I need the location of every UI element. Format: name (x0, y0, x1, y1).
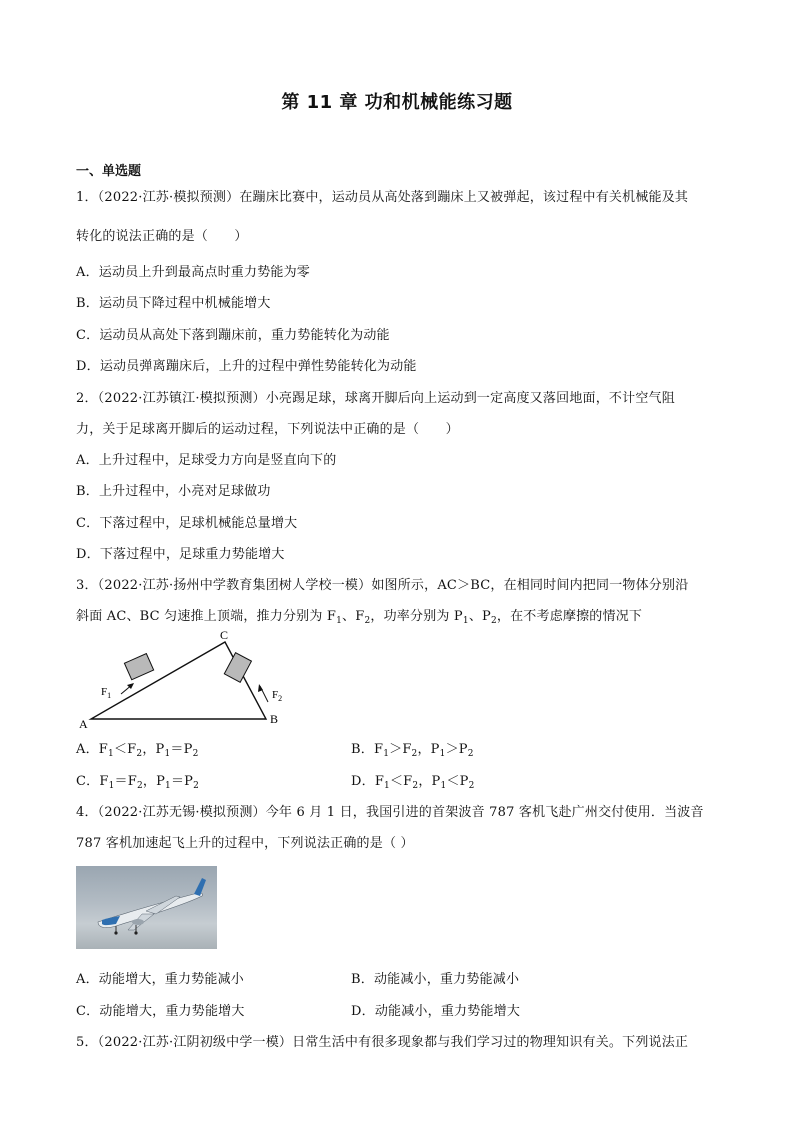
q3-sub: 1 (336, 616, 343, 626)
q1-option-d: D．运动员弹离蹦床后，上升的过程中弹性势能转化为动能 (76, 359, 417, 374)
q1-stem-line1: 1．（2022·江苏·模拟预测）在蹦床比赛中，运动员从高处落到蹦床上又被弹起，该过程中有关机械能及其 (76, 190, 689, 205)
q3-sub: 2 (490, 616, 497, 626)
force-f2-label: $F_2$ (272, 689, 283, 703)
q3-stem-text-d: 、P (468, 609, 491, 624)
q3-stem-line2 (76, 605, 642, 624)
q3-option-a: A．$F_1<F_2$，$P_1=P_2$ (76, 742, 199, 759)
q1-stem-line2: 转化的说法正确的是（ ） (76, 229, 248, 244)
airplane-photo (76, 866, 217, 949)
q5-stem-line1: 5．（2022·江苏·江阴初级中学一模）日常生活中有很多现象都与我们学习过的物理知识有关。下列说法正 (76, 1035, 689, 1050)
q3-option-c: C．$F_1=F_2$，$P_1=P_2$ (76, 774, 200, 791)
force-f1-label: $F_1$ (101, 686, 112, 700)
q3-option-d: D．$F_1<F_2$，$P_1<P_2$ (351, 774, 475, 791)
q2-option-c: C．下落过程中，足球机械能总量增大 (76, 516, 298, 531)
q4-stem-line2: 787 客机加速起飞上升的过程中，下列说法正确的是（ ） (76, 836, 414, 851)
q3-stem-text-a: 斜面 AC、BC 匀速推上顶端，推力分别为 F (76, 609, 337, 624)
block-on-bc (224, 653, 251, 683)
q2-option-d: D．下落过程中，足球重力势能增大 (76, 547, 285, 562)
q3-stem-text-b: 、F (342, 609, 365, 624)
q3-sub: 2 (364, 616, 371, 626)
vertex-b-label: B (270, 712, 279, 726)
q4-option-b: B．动能减小，重力势能减小 (351, 972, 520, 987)
q3-sub: 1 (462, 616, 469, 626)
incline-diagram (76, 626, 296, 732)
q4-option-d: D．动能减小，重力势能增大 (351, 1004, 521, 1019)
block-on-ac (124, 654, 153, 680)
q2-stem-line2: 力，关于足球离开脚后的运动过程，下列说法中正确的是（ ） (76, 422, 459, 437)
q4-option-c: C．动能增大，重力势能增大 (76, 1004, 245, 1019)
q3-option-b: B．$F_1>F_2$，$P_1>P_2$ (351, 742, 474, 759)
q1-option-a: A．运动员上升到最高点时重力势能为零 (76, 265, 310, 280)
q1-option-c: C．运动员从高处下落到蹦床前，重力势能转化为动能 (76, 328, 390, 343)
section-title: 一、单选题 (76, 164, 142, 179)
q3-stem-line1: 3．（2022·江苏·扬州中学教育集团树人学校一模）如图所示，AC＞BC，在相同时间内把同一物体分别沿 (76, 578, 689, 593)
q3-stem-text-e: ，在不考虑摩擦的情况下 (496, 609, 643, 624)
q4-option-a: A．动能增大，重力势能减小 (76, 972, 244, 987)
q2-option-a: A．上升过程中，足球受力方向是竖直向下的 (76, 453, 337, 468)
q2-option-b: B．上升过程中，小亮对足球做功 (76, 484, 271, 499)
airplane-icon (76, 866, 217, 949)
q1-option-b: B．运动员下降过程中机械能增大 (76, 296, 271, 311)
vertex-a-label: A (79, 717, 88, 731)
q2-stem-line1: 2．（2022·江苏镇江·模拟预测）小亮踢足球，球离开脚后向上运动到一定高度又落回地面，不计空气阻 (76, 391, 675, 406)
q3-stem-text-c: ，功率分别为 P (370, 609, 463, 624)
vertex-c-label: C (220, 628, 229, 642)
page-title: 第 11 章 功和机械能练习题 (281, 92, 513, 113)
q4-stem-line1: 4．（2022·江苏无锡·模拟预测）今年 6 月 1 日，我国引进的首架波音 787 客机飞赴广州交付使用．当波音 (76, 805, 704, 820)
